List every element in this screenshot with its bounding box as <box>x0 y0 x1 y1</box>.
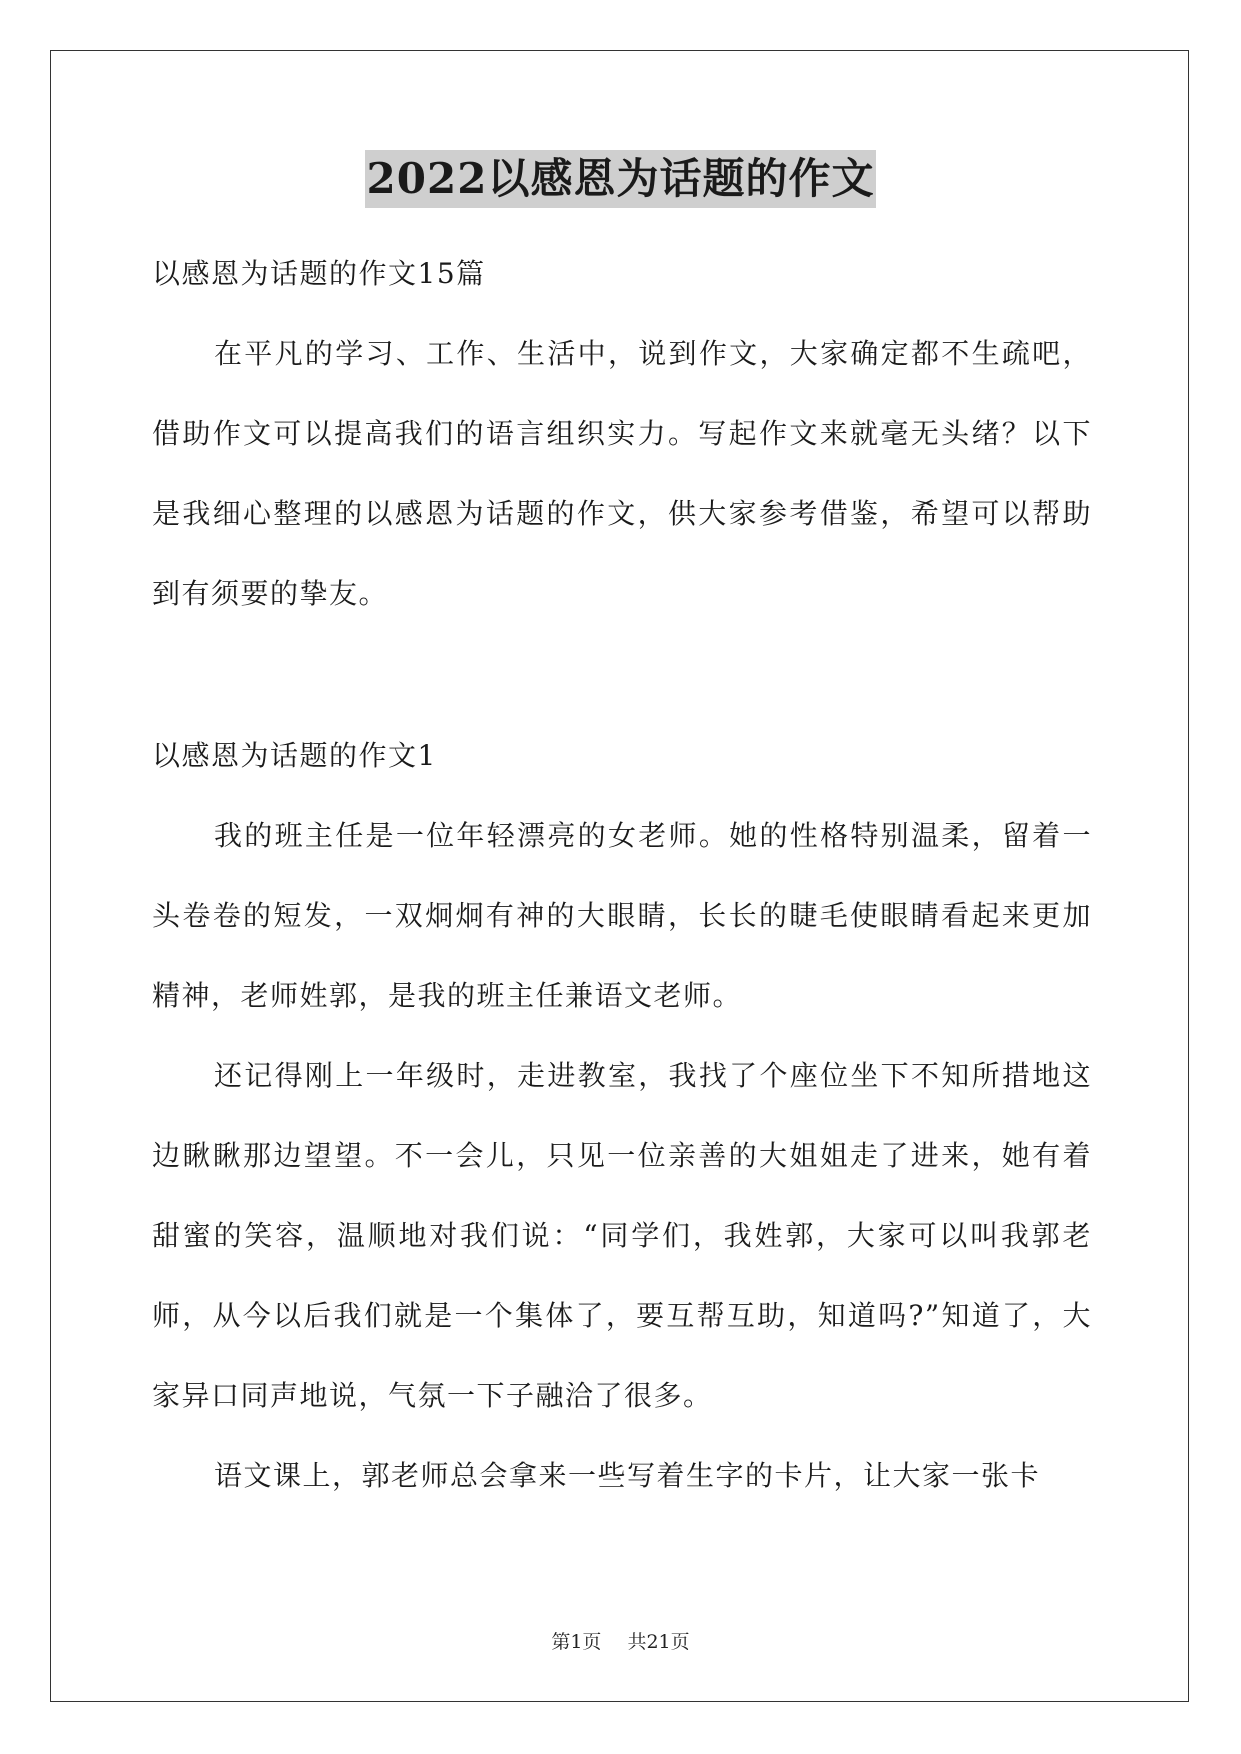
section-spacer <box>152 634 1092 716</box>
title-container <box>0 150 1241 208</box>
body-paragraph: 我的班主任是一位年轻漂亮的女老师。她的性格特别温柔，留着一头卷卷的短发，一双炯炯有神的大眼睛，长长的睫毛使眼睛看起来更加精神，老师姓郭，是我的班主任兼语文老师。 <box>152 819 1092 1012</box>
document-title: 2022以感恩为话题的作文 <box>365 150 877 208</box>
page-footer <box>0 1627 1241 1654</box>
total-pages: 共21页 <box>627 1631 690 1653</box>
document-body <box>152 234 1092 1516</box>
intro-paragraph: 在平凡的学习、工作、生活中，说到作文，大家确定都不生疏吧，借助作文可以提高我们的语言组织实力。写起作文来就毫无头绪？以下是我细心整理的以感恩为话题的作文，供大家参考借鉴，希望可以帮助到有须要的挚友。 <box>152 337 1092 610</box>
body-paragraph: 语文课上，郭老师总会拿来一些写着生字的卡片，让大家一张卡 <box>214 1459 1041 1492</box>
page-number: 第1页 <box>551 1631 602 1653</box>
section-heading: 以感恩为话题的作文1 <box>152 739 437 772</box>
document-subtitle: 以感恩为话题的作文15篇 <box>152 257 486 290</box>
body-paragraph: 还记得刚上一年级时，走进教室，我找了个座位坐下不知所措地这边瞅瞅那边望望。不一会儿，只见一位亲善的大姐姐走了进来，她有着甜蜜的笑容，温顺地对我们说：“同学们，我姓郭，大家可以叫我郭老师，从今以后我们就是一个集体了，要互帮互助，知道吗?”知道了，大家异口同声地说，气氛一下子融洽了很多。 <box>152 1059 1092 1412</box>
